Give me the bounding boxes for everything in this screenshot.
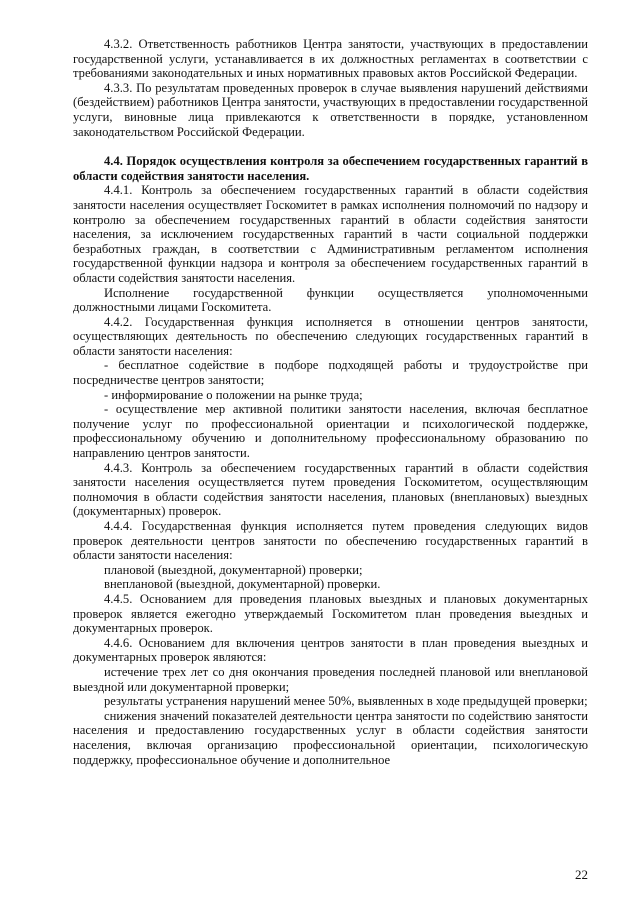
list-item: - бесплатное содействие в подборе подходящей работы и трудоустройстве при посредничестве центров занятости; [73,358,588,388]
paragraph-4-4-6: 4.4.6. Основанием для включения центров занятости в план проведения выездных и документарных проверок являются: [73,635,588,665]
paragraph-4-3-2: 4.3.2. Ответственность работников Центра занятости, участвующих в предоставлении государственной услуги, устанавливается в их должностных регламентах в соответствии с требованиями законодательных и иных нормативных правовых актов Российской Федерации. [73,37,588,81]
document-page [73,37,588,767]
paragraph-4-4-5: 4.4.5. Основанием для проведения плановых выездных и плановых документарных проверок является ежегодно утверждаемый Госкомитетом план проведения выездных и документарных проверок. [73,591,588,636]
page-number: 22 [575,867,588,882]
paragraph-4-4-4: 4.4.4. Государственная функция исполняется путем проведения следующих видов проверок деятельности центров занятости по обеспечению государственных гарантий в области занятости населения: [73,519,588,563]
paragraph-4-4-1: 4.4.1. Контроль за обеспечением государственных гарантий в области содействия занятости населения осуществляет Госкомитет в рамках исполнения полномочий по надзору и контролю за обеспечением государственных гарантий в области содействия занятости населения, за исключением государственных гарантий в части социальной поддержки безработных граждан, в соответствии с Административным регламентом исполнения государственной функции надзора и контроля за обеспечением государственных гарантий в области содействия занятости населения. [73,183,588,285]
list-item: снижения значений показателей деятельности центра занятости по содействию занятости населения и предоставлению государственных услуг в области содействия занятости населения, включая организацию профессиональной ориентации, психологическую поддержку, профессиональное обучение и дополнительное [73,708,588,767]
list-item: результаты устранения нарушений менее 50%, выявленных в ходе предыдущей проверки; [104,694,588,709]
paragraph-execution: Исполнение государственной функции осуществляется уполномоченными должностными лицами Госкомитета. [73,285,588,315]
list-item: плановой (выездной, документарной) проверки; [104,562,363,577]
paragraph-4-3-3: 4.3.3. По результатам проведенных проверок в случае выявления нарушений действиями (бездействием) работников Центра занятости, участвующих в предоставлении государственной услуги, виновные лица привлекаются к ответственности в порядке, установленном законодательством Российской Федерации. [73,80,588,139]
section-heading-4-4: 4.4. Порядок осуществления контроля за обеспечением государственных гарантий в области содействия занятости населения. [73,154,588,183]
list-item: - информирование о положении на рынке труда; [104,387,363,402]
list-item: - осуществление мер активной политики занятости населения, включая бесплатное получение услуг по профессиональной ориентации и психологической поддержке, профессиональному обучению и дополнительному профессиональному образованию по направлению центров занятости. [73,402,588,461]
paragraph-4-4-2: 4.4.2. Государственная функция исполняется в отношении центров занятости, осуществляющих деятельность по обеспечению следующих государственных гарантий в области занятости населения: [73,314,588,358]
list-item: истечение трех лет со дня окончания проведения последней плановой или внеплановой выездной или документарной проверки; [73,664,588,694]
list-item: внеплановой (выездной, документарной) проверки. [104,577,381,592]
paragraph-4-4-3: 4.4.3. Контроль за обеспечением государственных гарантий в области содействия занятости населения осуществляется путем проведения Госкомитетом, осуществляющим полномочия в области содействия занятости населения, плановых (внеплановых) выездных (документарных) проверок. [73,460,588,519]
